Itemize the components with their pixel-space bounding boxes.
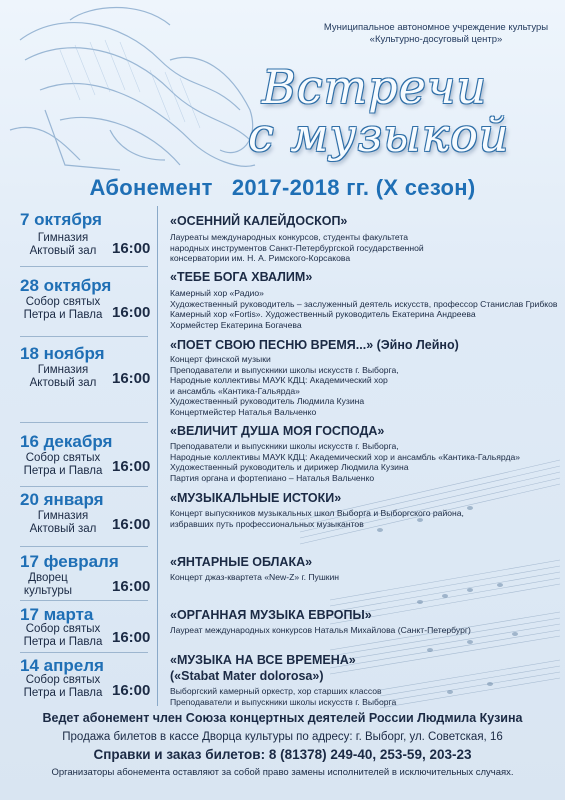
- footer-disclaimer: Организаторы абонемента оставляют за собой право замены исполнителей в исключительных случаях.: [51, 767, 514, 778]
- desc-line: избравших путь профессиональных музыкантов: [170, 518, 364, 529]
- venue-line: Гимназия: [37, 510, 89, 522]
- event-separator: [20, 486, 148, 487]
- venue-line: Петра и Павла: [23, 465, 103, 477]
- event-venue: [18, 296, 108, 322]
- desc-line: Камерный хор «Радио»: [170, 288, 264, 298]
- venue-line: Петра и Павла: [23, 687, 103, 699]
- event-separator: [20, 266, 148, 267]
- event-title: «ОСЕННИЙ КАЛЕЙДОСКОП»: [170, 214, 348, 228]
- event-time: 16:00: [112, 458, 151, 475]
- desc-line: Преподаватели и выпускники школы искусств г. Выборга,: [170, 364, 399, 375]
- venue-line: Собор святых: [25, 296, 101, 308]
- org-line-1: Муниципальное автономное учреждение культуры: [323, 22, 549, 33]
- angel-sketch-shading: [60, 40, 200, 128]
- desc-line: и ансамбль «Кантика-Гальярда»: [170, 385, 300, 396]
- event-title: «ЯНТАРНЫЕ ОБЛАКА»: [170, 555, 313, 569]
- event-venue: [18, 572, 78, 598]
- org-line-2: «Культурно-досуговый центр»: [369, 34, 503, 45]
- event-title: «ПОЕТ СВОЮ ПЕСНЮ ВРЕМЯ...» (Эйно Лейно): [170, 338, 459, 352]
- footer-phones: Справки и заказ билетов: 8 (81378) 249-40, 253-59, 203-23: [93, 747, 472, 762]
- venue-line: Собор святых: [25, 674, 101, 686]
- event-time: 16:00: [112, 370, 151, 387]
- event-date: 28 октября: [20, 276, 112, 295]
- event-venue: [18, 452, 108, 478]
- event-description: [170, 354, 562, 418]
- footer-tickets: Продажа билетов в кассе Дворца культуры по адресу: г. Выборг, ул. Советская, 16: [62, 731, 503, 743]
- venue-line: Собор святых: [25, 623, 101, 635]
- event-venue: [18, 674, 108, 700]
- title-line-2: с музыкой: [248, 108, 510, 162]
- desc-line: Лауреаты международных конкурсов, студенты факультета: [170, 232, 409, 242]
- event-separator: [20, 546, 148, 547]
- event-title: «ТЕБЕ БОГА ХВАЛИМ»: [170, 270, 313, 284]
- event-subtitle: («Stabat Mater dolorosa»): [170, 669, 324, 683]
- desc-line: Народные коллективы МАУК КДЦ: Академический хор и ансамбль «Кантика-Гальярда»: [170, 451, 521, 462]
- event-date: 17 февраля: [20, 552, 119, 571]
- venue-line: Гимназия: [37, 232, 89, 244]
- event-title: «ОРГАННАЯ МУЗЫКА ЕВРОПЫ»: [170, 608, 372, 622]
- event-time: 16:00: [112, 304, 151, 321]
- desc-line: Народные коллективы МАУК КДЦ: Академический хор: [170, 375, 388, 386]
- event-date: 20 января: [20, 490, 104, 509]
- event-description: [170, 686, 562, 707]
- event-time: 16:00: [112, 629, 151, 646]
- desc-line: Концертмейстер Наталья Вальченко: [170, 406, 317, 417]
- desc-line: Партия органа и фортепиано – Наталья Вальченко: [170, 472, 375, 483]
- event-separator: [20, 600, 148, 601]
- desc-line: консерватории им. Н. А. Римского-Корсакова: [170, 253, 351, 264]
- venue-line: Актовый зал: [29, 523, 97, 535]
- desc-line: Художественный руководитель Людмила Кузина: [170, 396, 365, 407]
- desc-line: Хормейстер Екатерина Богачева: [170, 319, 302, 330]
- venue-line: Гимназия: [37, 364, 89, 376]
- desc-line: Преподаватели и выпускники школы искусств г. Выборга: [170, 696, 397, 707]
- event-date: 16 декабря: [20, 432, 113, 451]
- desc-line: Лауреат международных конкурсов Наталья Михайлова (Санкт-Петербург): [170, 625, 471, 635]
- venue-line: культуры: [23, 585, 73, 597]
- event-separator: [20, 652, 148, 653]
- event-separator: [20, 422, 148, 423]
- event-date: 14 апреля: [20, 656, 104, 675]
- event-description: [170, 288, 562, 330]
- desc-line: Концерт джаз-квартета «New-Z» г. Пушкин: [170, 572, 340, 582]
- event-title: «МУЗЫКАЛЬНЫЕ ИСТОКИ»: [170, 491, 342, 505]
- event-description: [170, 508, 562, 529]
- event-date: 7 октября: [20, 210, 102, 229]
- venue-line: Актовый зал: [29, 245, 97, 257]
- event-time: 16:00: [112, 578, 151, 595]
- column-divider: [157, 206, 158, 706]
- event-description: [170, 572, 562, 583]
- event-venue: [18, 364, 108, 390]
- event-description: [170, 441, 562, 483]
- venue-line: Актовый зал: [29, 377, 97, 389]
- event-time: 16:00: [112, 516, 151, 533]
- event-date: 18 ноября: [20, 344, 105, 363]
- event-venue: [18, 232, 108, 258]
- event-title: «МУЗЫКА НА ВСЕ ВРЕМЕНА»: [170, 653, 356, 667]
- desc-line: Выборгский камерный оркестр, хор старших классов: [170, 686, 382, 696]
- event-title: «ВЕЛИЧИТ ДУША МОЯ ГОСПОДА»: [170, 424, 385, 438]
- desc-line: Преподаватели и выпускники школы искусств г. Выборга,: [170, 441, 399, 451]
- music-notes: [377, 506, 518, 694]
- angel-sketch: [10, 8, 255, 171]
- event-venue: [18, 510, 108, 536]
- desc-line: Концерт выпускников музыкальных школ Выборга и Выборгского района,: [170, 508, 464, 518]
- event-description: [170, 232, 562, 264]
- organization-name: [316, 22, 556, 46]
- desc-line: Художественный руководитель – заслуженный деятель искусств, профессор Станислав Грибков: [170, 298, 558, 309]
- desc-line: народных инструментов Санкт-Петербургской государственной: [170, 242, 424, 253]
- desc-line: Камерный хор «Fortis». Художественный руководитель Екатерина Андреева: [170, 309, 476, 320]
- season-heading: Абонемент 2017-2018 гг. (X сезон): [89, 175, 476, 200]
- event-separator: [20, 336, 148, 337]
- title-line-1: Встречи: [262, 60, 488, 114]
- venue-line: Петра и Павла: [23, 309, 103, 321]
- event-venue: [18, 623, 108, 649]
- desc-line: Художественный руководитель и дирижер Людмила Кузина: [170, 462, 409, 473]
- footer-host: Ведет абонемент член Союза концертных деятелей России Людмила Кузина: [42, 711, 523, 725]
- event-time: 16:00: [112, 682, 151, 699]
- event-time: 16:00: [112, 240, 151, 257]
- event-date: 17 марта: [20, 605, 94, 624]
- venue-line: Петра и Павла: [23, 636, 103, 648]
- venue-line: Дворец: [28, 572, 68, 584]
- venue-line: Собор святых: [25, 452, 101, 464]
- event-description: [170, 625, 562, 636]
- desc-line: Концерт финской музыки: [170, 354, 271, 364]
